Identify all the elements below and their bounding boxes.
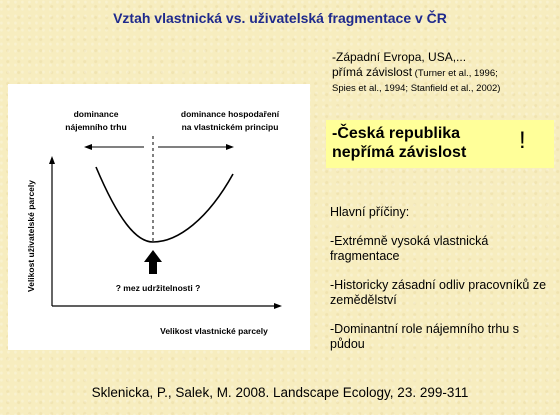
fragmentation-diagram (8, 84, 310, 350)
fragmentation-curve (96, 167, 233, 242)
western-line2-main: přímá závislost (332, 65, 413, 79)
diagram-svg (8, 84, 310, 350)
main-causes-block (330, 205, 555, 352)
left-dominance-arrow (84, 144, 144, 150)
cause-item-1: -Extrémně vysoká vlastnická fragmentace (330, 234, 489, 263)
minimum-point-arrow (144, 250, 162, 274)
czech-highlight-box (326, 120, 554, 168)
cause-item-2: -Historicky zásadní odliv pracovníků ze zemědělství (330, 278, 547, 307)
y-axis (49, 156, 55, 306)
left-label-line1: dominance (73, 109, 119, 119)
czech-line2: nepřímá závislost (332, 144, 467, 161)
slide-title: Vztah vlastnická vs. uživatelská fragmentace v ČR (113, 10, 447, 26)
right-dominance-arrow (158, 144, 234, 150)
sustainability-threshold-label: ? mez udržitelnosti ? (115, 283, 201, 293)
citation: Sklenicka, P., Salek, M. 2008. Landscape Ecology, 23. 299-311 (91, 385, 469, 400)
western-line2-ref: (Turner et al., 1996; (412, 68, 498, 79)
exclamation-mark: ! (519, 127, 526, 154)
western-dependence-block (332, 50, 554, 96)
right-label-line2: na vlastnickém principu (181, 122, 279, 132)
czech-text (332, 124, 512, 162)
czech-line1: -Česká republika (332, 125, 461, 142)
western-line1: -Západní Evropa, USA,... (332, 50, 467, 64)
y-axis-label: Velikost uživatelské parcely (26, 180, 36, 292)
left-label-line2: nájemního trhu (65, 122, 127, 132)
cause-item-3: -Dominantní role nájemního trhu s půdou (330, 322, 519, 351)
right-label-line1: dominance hospodaření (180, 109, 280, 119)
x-axis-label: Velikost vlastnické parcely (160, 326, 268, 336)
x-axis (52, 303, 282, 309)
western-line2 (332, 65, 554, 81)
causes-heading: Hlavní příčiny: (330, 205, 410, 219)
western-line3: Spies et al., 1994; Stanfield et al., 2002) (332, 83, 501, 94)
